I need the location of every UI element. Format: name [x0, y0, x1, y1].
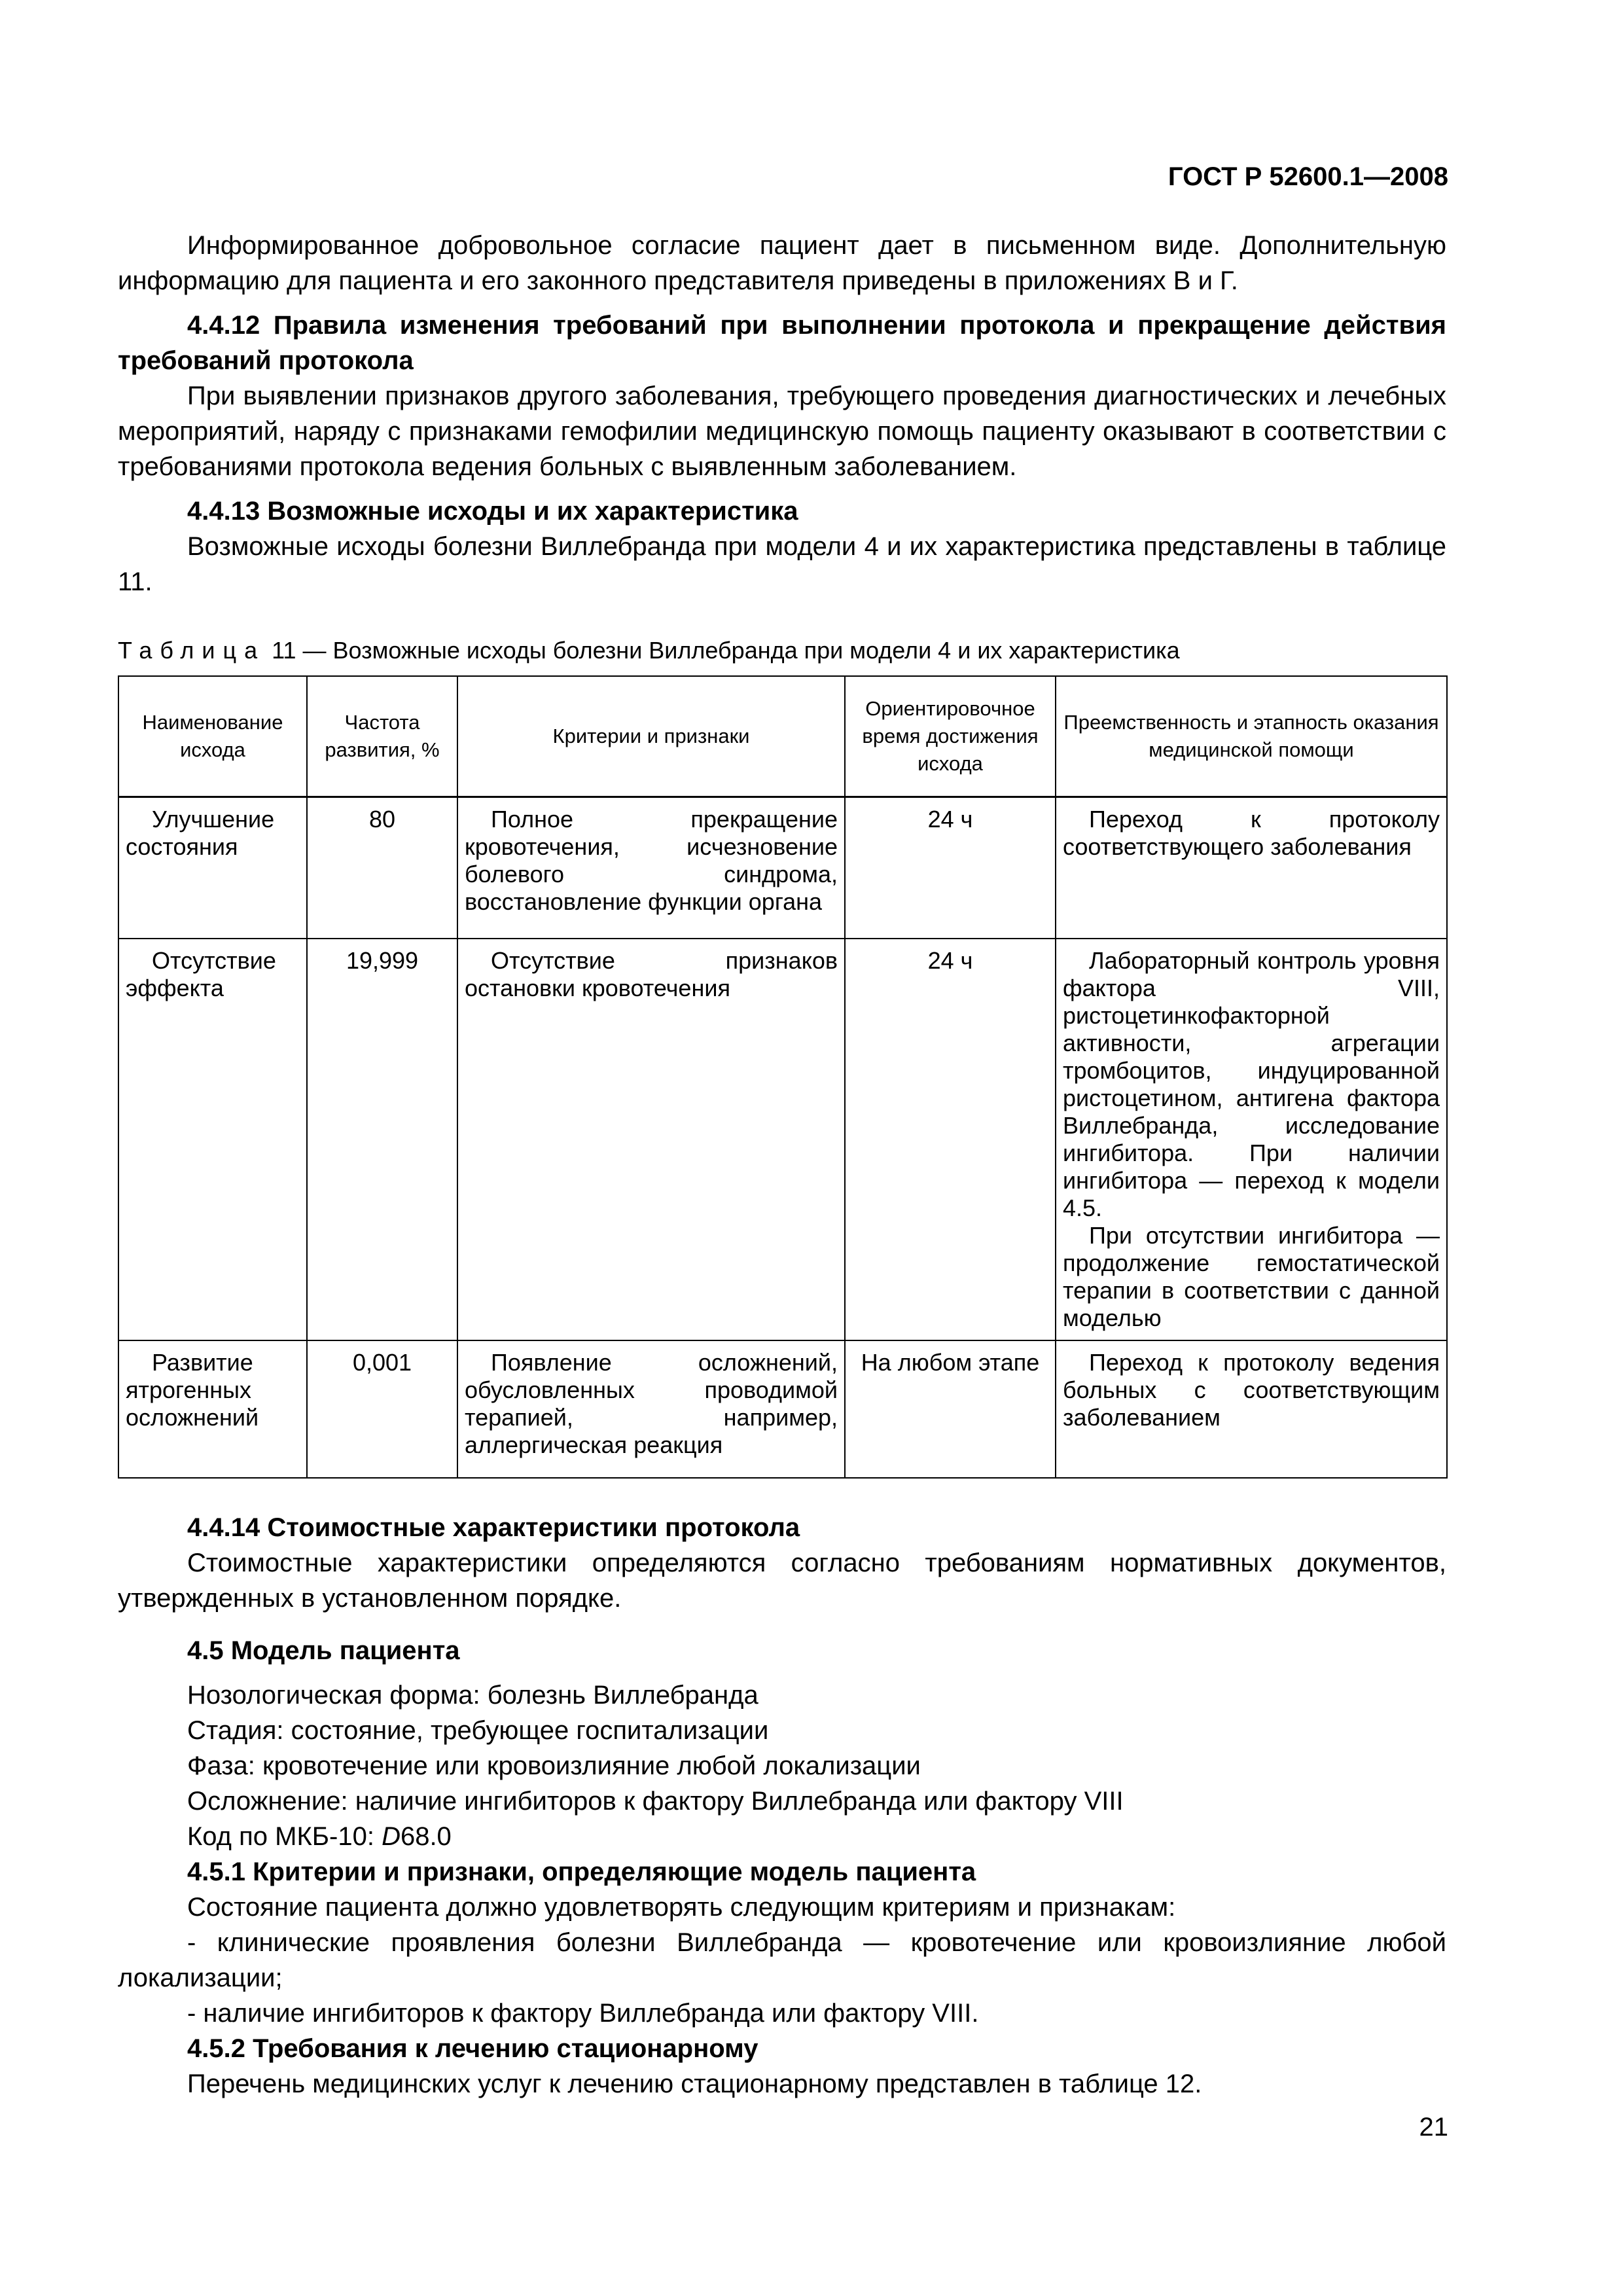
- section-4-4-13-heading: 4.4.13 Возможные исходы и их характеристика: [187, 497, 798, 526]
- continuity-cell: Переход к протоколу ведения больных с соответствующим заболеванием: [1056, 1340, 1447, 1478]
- criteria-list-item: - наличие ингибиторов к фактору Виллебранда или фактору VIII.: [187, 1998, 979, 2028]
- page-number: 21: [1419, 2113, 1448, 2142]
- section-4-5-2-text: Перечень медицинских услуг к лечению стационарному представлен в таблице 12.: [187, 2069, 1202, 2098]
- continuity-cell: Лабораторный контроль уровня фактора VIII, ристоцетинкофакторной активности, агрегации тромбоцитов, индуцированной ристоцетином, антигена фактора Виллебранда, исследование ингибитора. При наличии ингибитора — переход к модели 4.5. При отсутствии ингибитора — продолжение гемостатической терапии в соответствии с данной моделью: [1056, 939, 1447, 1340]
- criteria-cell: Полное прекращение кровотечения, исчезновение болевого синдрома, восстановление функции органа: [457, 797, 845, 939]
- section-4-4-13-text: Возможные исходы болезни Виллебранда при модели 4 и их характеристика представлены в таблице 11.: [118, 532, 1446, 596]
- patient-model-line: Фаза: кровотечение или кровоизлияние любой локализации: [187, 1751, 921, 1780]
- frequency-cell: 80: [307, 797, 457, 939]
- frequency-cell: 0,001: [307, 1340, 457, 1478]
- section-4-4-12-text: При выявлении признаков другого заболевания, требующего проведения диагностических и лечебных мероприятий, наряду с признаками гемофилии медицинскую помощь пациенту оказывают в соответствии с требованиями протокола ведения больных с выявленным заболеванием.: [118, 382, 1446, 481]
- header-continuity: Преемственность и этапность оказания медицинской помощи: [1056, 676, 1447, 797]
- header-time: Ориентировочное время достижения исхода: [845, 676, 1056, 797]
- time-cell: 24 ч: [845, 939, 1056, 1340]
- outcome-name-cell: Развитие ятрогенных осложнений: [118, 1340, 307, 1478]
- header-criteria: Критерии и признаки: [457, 676, 845, 797]
- table-row: [118, 939, 1447, 1340]
- section-4-5-1-heading: 4.5.1 Критерии и признаки, определяющие модель пациента: [187, 1857, 976, 1886]
- document-body: [118, 228, 1446, 2102]
- section-4-4-12-heading: 4.4.12 Правила изменения требований при выполнении протокола и прекращение действия требований протокола: [118, 311, 1446, 375]
- icd-code-line: Код по МКБ-10: D68.0: [187, 1821, 452, 1851]
- table-row: [118, 1340, 1447, 1478]
- time-cell: 24 ч: [845, 797, 1056, 939]
- criteria-list-item: - клинические проявления болезни Виллебранда — кровотечение или кровоизлияние любой локализации;: [118, 1928, 1446, 1992]
- outcome-name-cell: Отсутствие эффекта: [118, 939, 307, 1340]
- section-4-5-1-intro: Состояние пациента должно удовлетворять следующим критериям и признакам:: [187, 1892, 1176, 1922]
- time-cell: На любом этапе: [845, 1340, 1056, 1478]
- outcomes-table: [118, 675, 1448, 1479]
- continuity-cell: Переход к протоколу соответствующего заболевания: [1056, 797, 1447, 939]
- patient-model-line: Нозологическая форма: болезнь Виллебранда: [187, 1680, 758, 1710]
- section-4-4-14-text: Стоимостные характеристики определяются согласно требованиям нормативных документов, утвержденных в установленном порядке.: [118, 1548, 1446, 1613]
- criteria-cell: Появление осложнений, обусловленных проводимой терапией, например, аллергическая реакция: [457, 1340, 845, 1478]
- frequency-cell: 19,999: [307, 939, 457, 1340]
- section-4-5-heading: 4.5 Модель пациента: [187, 1636, 460, 1665]
- table-11-caption: Таблица 11 — Возможные исходы болезни Виллебранда при модели 4 и их характеристика: [118, 637, 1180, 664]
- header-frequency: Частота развития, %: [307, 676, 457, 797]
- consent-paragraph: Информированное добровольное согласие пациент дает в письменном виде. Дополнительную информацию для пациента и его законного представителя приведены в приложениях В и Г.: [118, 231, 1446, 295]
- standard-code: ГОСТ Р 52600.1—2008: [1168, 162, 1448, 191]
- section-4-5-2-heading: 4.5.2 Требования к лечению стационарному: [187, 2034, 758, 2063]
- outcome-name-cell: Улучшение состояния: [118, 797, 307, 939]
- table-row: [118, 797, 1447, 939]
- header-outcome-name: Наименование исхода: [118, 676, 307, 797]
- patient-model-line: Стадия: состояние, требующее госпитализации: [187, 1715, 769, 1745]
- table-header-row: [118, 676, 1447, 797]
- criteria-cell: Отсутствие признаков остановки кровотечения: [457, 939, 845, 1340]
- section-4-4-14-heading: 4.4.14 Стоимостные характеристики протокола: [187, 1513, 800, 1542]
- patient-model-line: Осложнение: наличие ингибиторов к фактору Виллебранда или фактору VIII: [187, 1786, 1124, 1816]
